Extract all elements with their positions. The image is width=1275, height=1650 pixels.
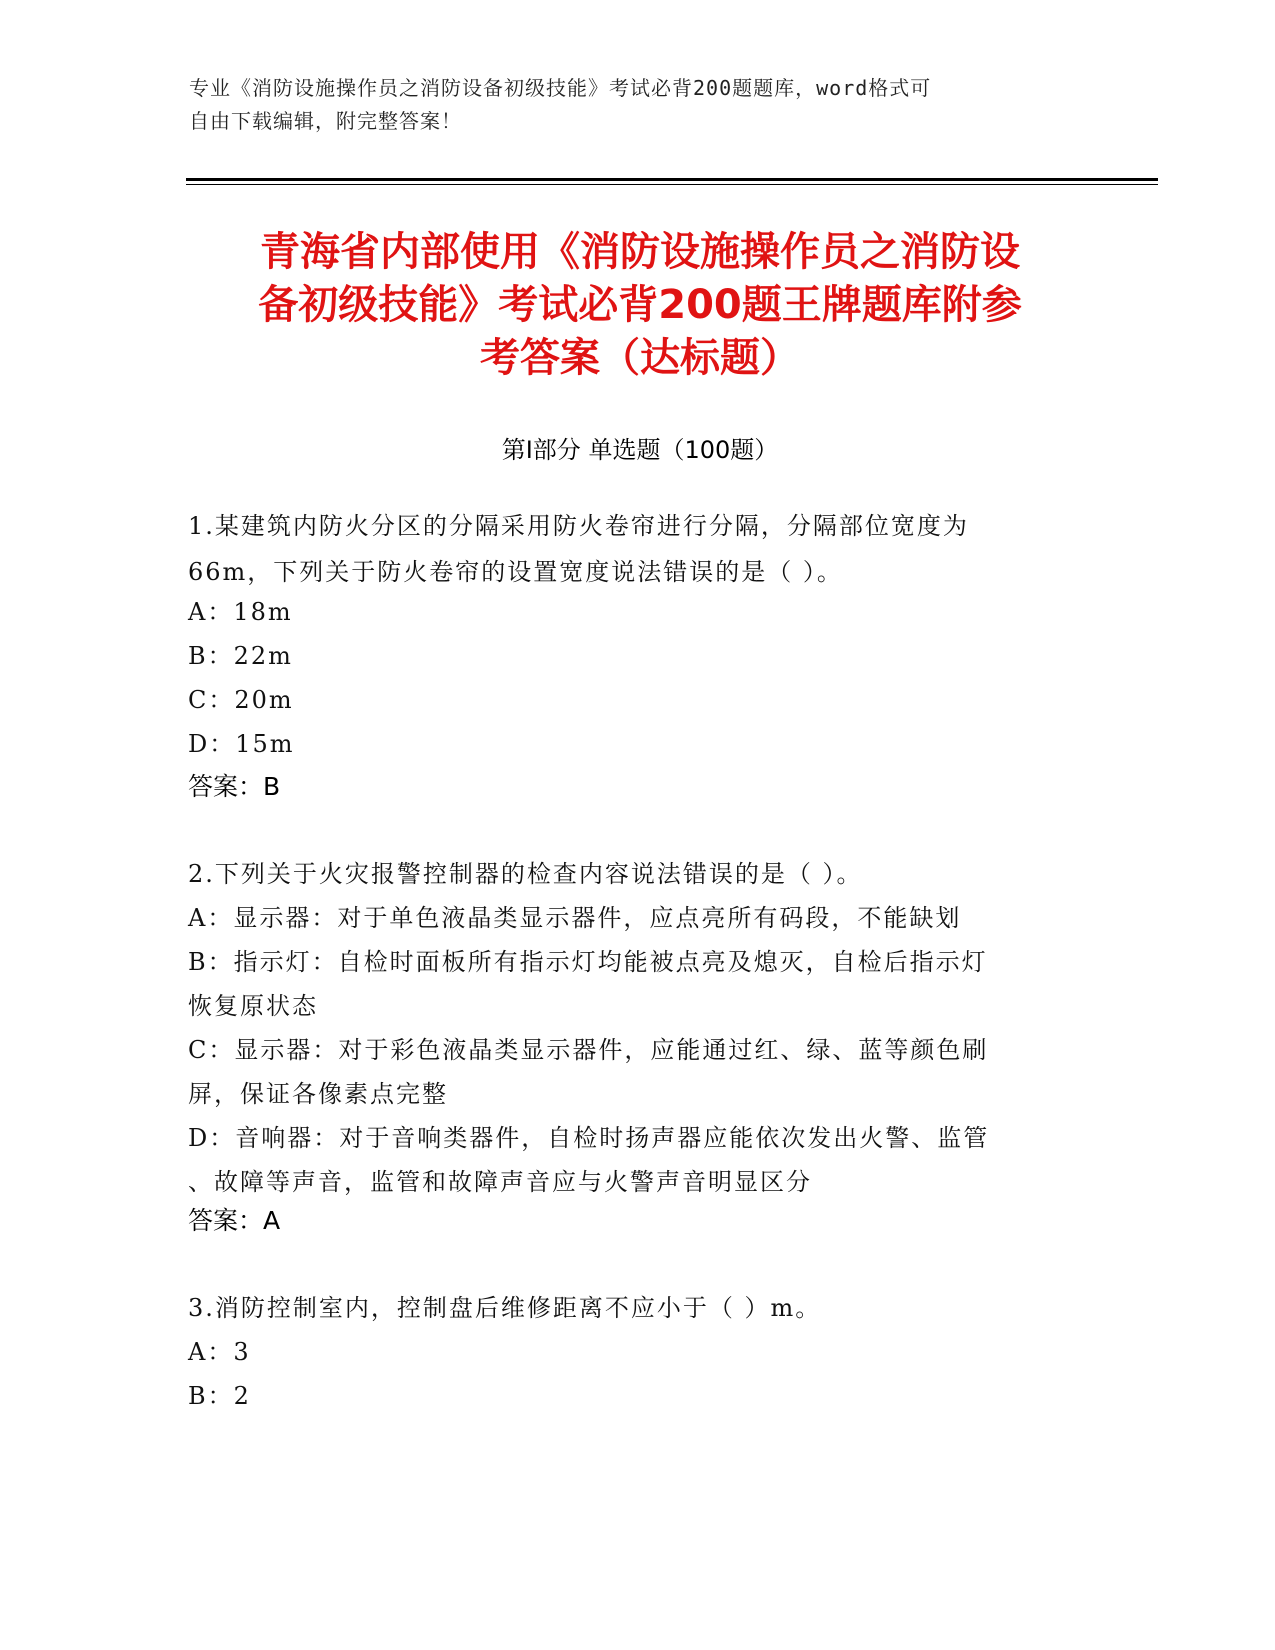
document-title-line-3: 考答案（达标题） [480, 335, 800, 381]
question-1-option-a: A：18m [188, 598, 293, 626]
question-2-option-b-continued: 恢复原状态 [188, 992, 318, 1020]
question-1-answer: 答案：B [188, 772, 281, 801]
question-2-option-c: C：显示器：对于彩色液晶类显示器件，应能通过红、绿、蓝等颜色刷 [188, 1036, 989, 1064]
question-2-option-b: B：指示灯：自检时面板所有指示灯均能被点亮及熄灭，自检后指示灯 [188, 948, 988, 976]
header-divider-thick [186, 178, 1158, 181]
question-3 [188, 1286, 1088, 1418]
question-1-option-d: D：15m [188, 730, 295, 758]
question-3-option-b: B：2 [188, 1382, 251, 1410]
header-divider-thin [186, 184, 1158, 185]
document-title-line-2: 备初级技能》考试必背200题王牌题库附参 [258, 282, 1022, 328]
question-1-option-b: B：22m [188, 642, 293, 670]
question-2-option-d: D：音响器：对于音响类器件，自检时扬声器应能依次发出火警、监管 [188, 1124, 990, 1152]
question-1-options [188, 590, 1088, 766]
document-title-line-1: 青海省内部使用《消防设施操作员之消防设 [260, 229, 1020, 275]
question-1-stem-line-1: 1.某建筑内防火分区的分隔采用防火卷帘进行分隔，分隔部位宽度为 [188, 512, 969, 540]
question-2-option-c-continued: 屏，保证各像素点完整 [188, 1080, 448, 1108]
question-2-answer: 答案：A [188, 1206, 281, 1235]
header-note-line-2: 自由下载编辑，附完整答案！ [189, 109, 462, 133]
question-2 [188, 852, 1088, 1204]
document-title [190, 226, 1090, 385]
question-3-stem-line-1: 3.消防控制室内，控制盘后维修距离不应小于（ ）m。 [188, 1294, 822, 1322]
header-note [189, 72, 1089, 138]
question-2-option-a: A：显示器：对于单色液晶类显示器件，应点亮所有码段，不能缺划 [188, 904, 962, 932]
header-note-line-1: 专业《消防设施操作员之消防设备初级技能》考试必背200题题库，word格式可 [189, 76, 932, 100]
question-2-option-d-continued: 、故障等声音，监管和故障声音应与火警声音明显区分 [188, 1168, 812, 1196]
question-1-stem-line-2: 66m，下列关于防火卷帘的设置宽度说法错误的是（ ）。 [188, 558, 843, 586]
question-1-option-c: C：20m [188, 686, 294, 714]
question-3-option-a: A：3 [188, 1338, 251, 1366]
section-title: 第I部分 单选题（100题） [501, 436, 779, 464]
question-2-stem-line-1: 2.下列关于火灾报警控制器的检查内容说法错误的是（ ）。 [188, 860, 863, 888]
question-1 [188, 503, 1088, 595]
